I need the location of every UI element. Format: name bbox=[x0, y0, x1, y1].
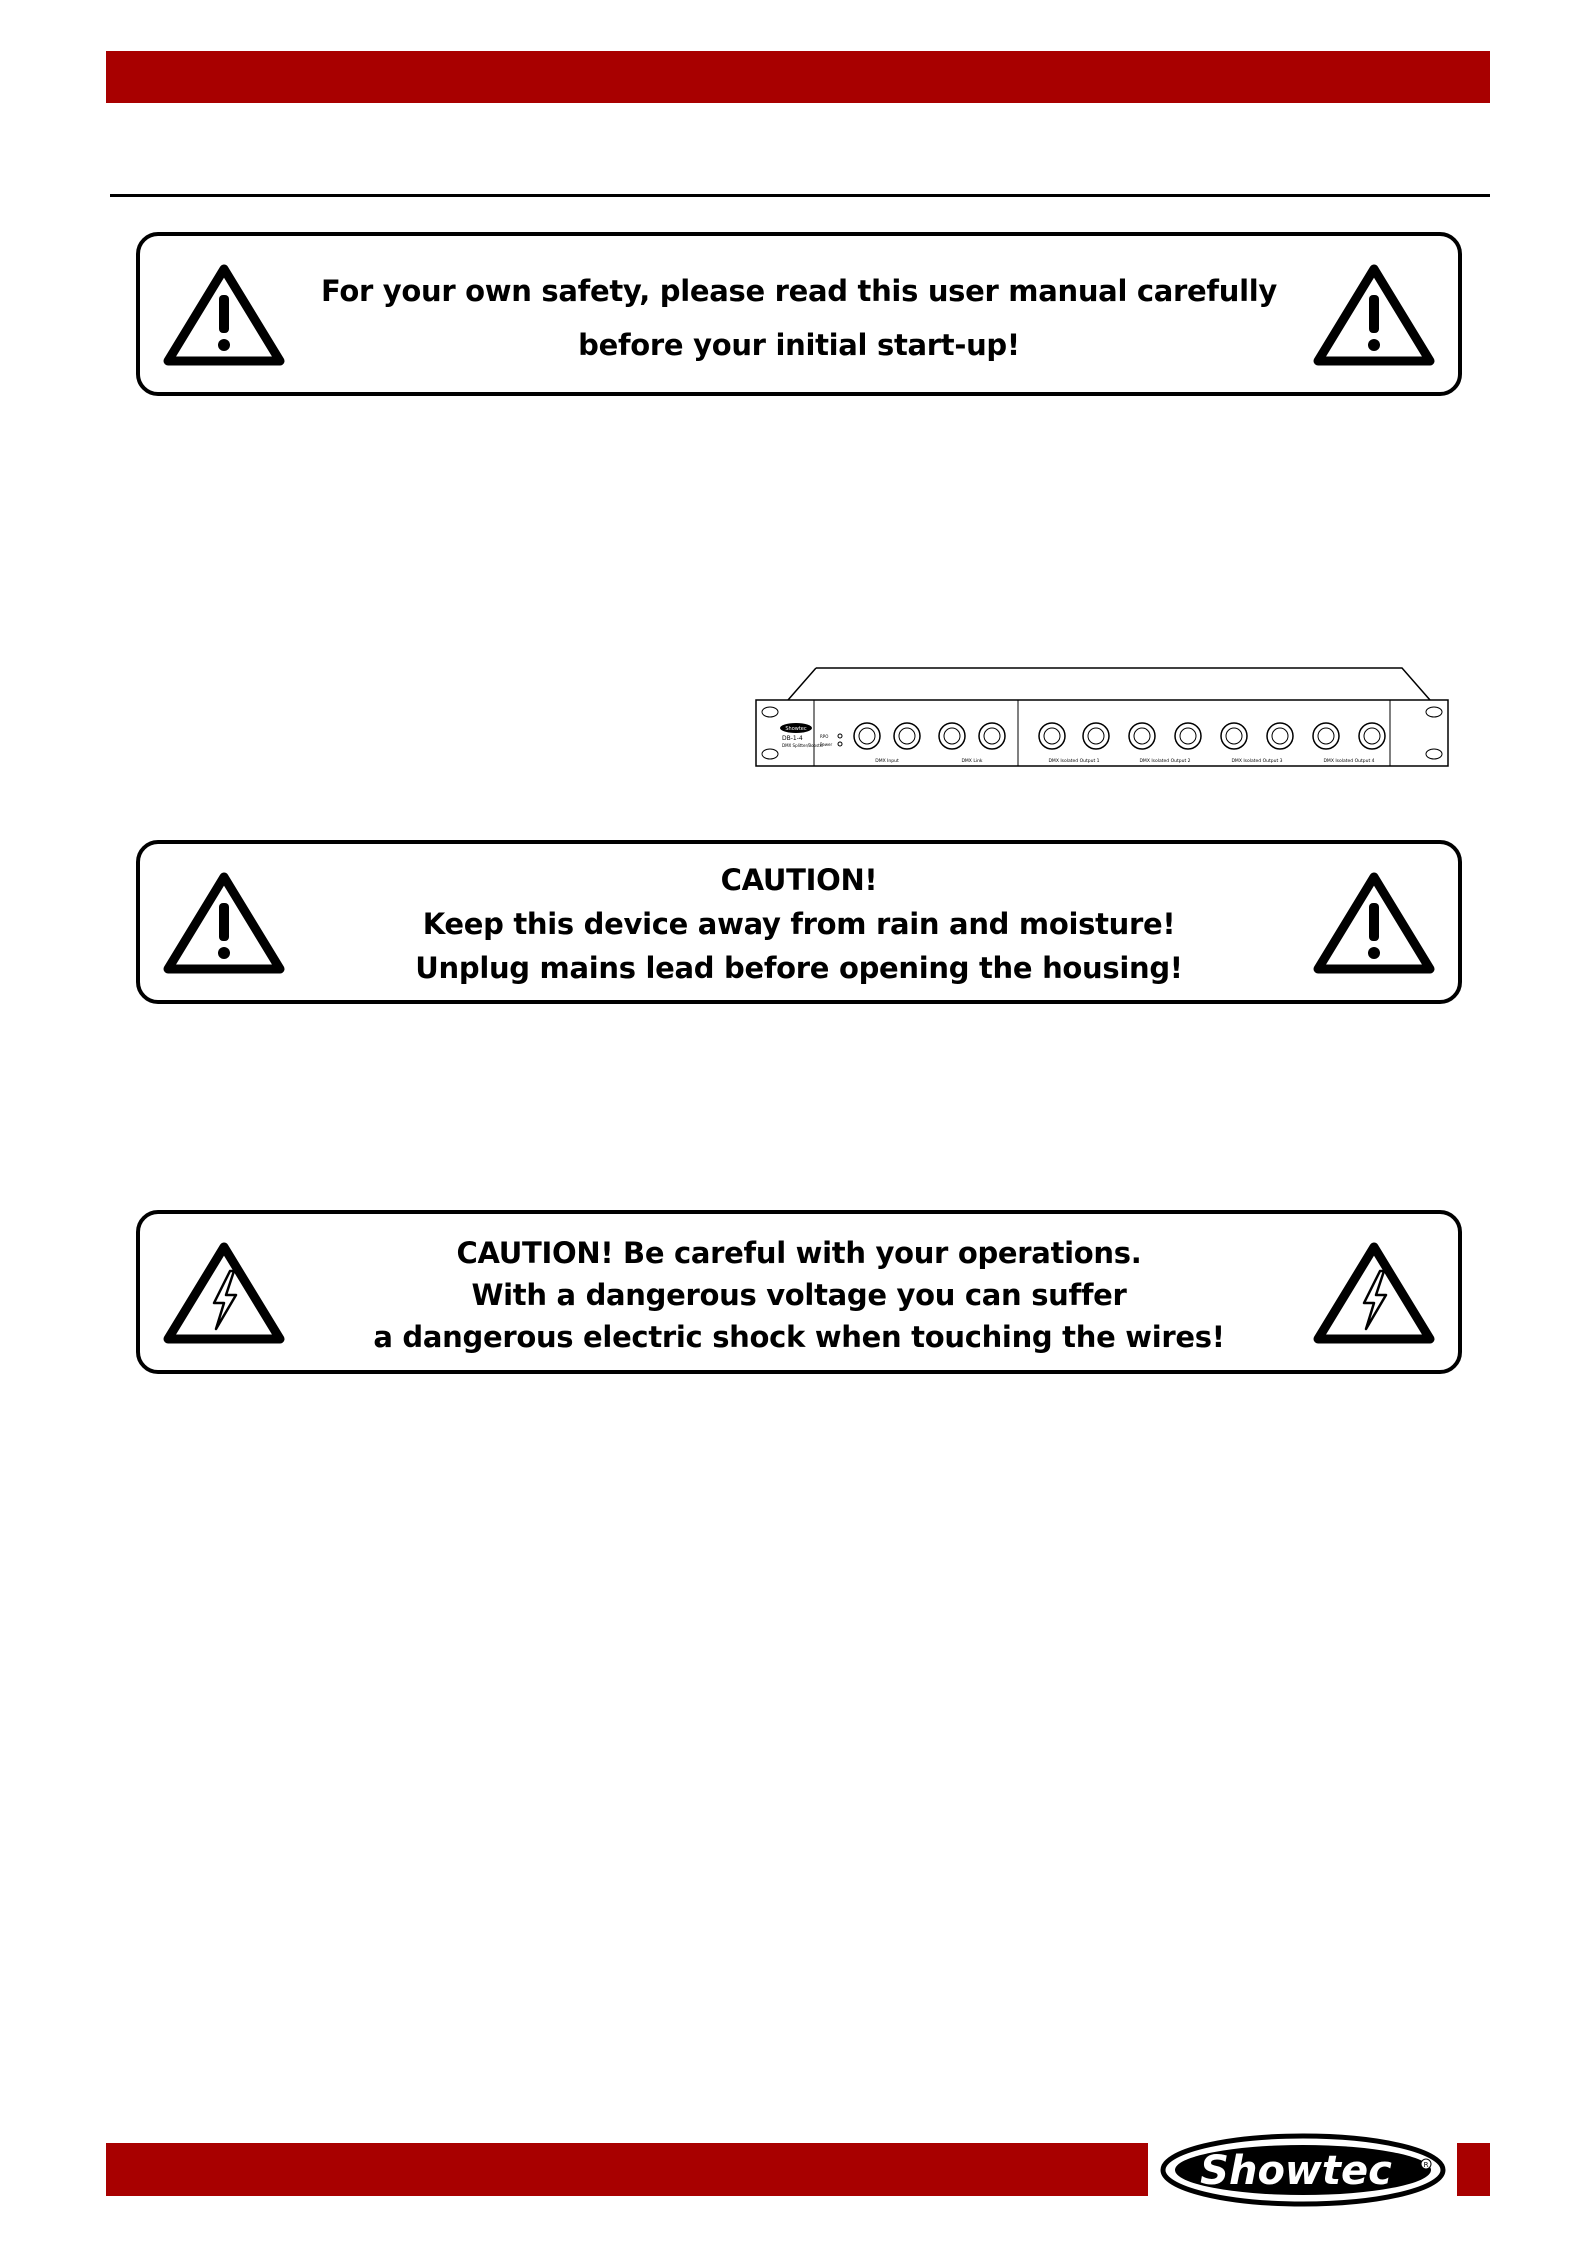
showtec-logo bbox=[1158, 2130, 1448, 2210]
exclamation-warning-icon bbox=[162, 871, 286, 975]
footer-bar-end bbox=[1457, 2143, 1490, 2196]
device-front-panel-illustration bbox=[752, 660, 1452, 770]
warning-box-moisture bbox=[136, 840, 1462, 1004]
section-label: DMX Isolated Output 3 bbox=[1231, 759, 1283, 764]
exclamation-warning-icon bbox=[1312, 871, 1436, 975]
logo-text: Showtec bbox=[1200, 2148, 1392, 2194]
exclamation-warning-icon bbox=[1312, 263, 1436, 367]
warning-line: For your own safety, please read this user manual carefully bbox=[321, 274, 1277, 308]
model-label: DB-1-4 bbox=[782, 735, 803, 742]
model-subtitle: DMX Splitter/Booster bbox=[782, 743, 824, 748]
brand-badge-text: Showtec bbox=[785, 726, 807, 732]
warning-line: a dangerous electric shock when touching the wires! bbox=[373, 1320, 1225, 1354]
section-label: DMX Isolated Output 2 bbox=[1139, 759, 1191, 764]
svg-text:R: R bbox=[1423, 2161, 1429, 2169]
high-voltage-warning-icon bbox=[1312, 1241, 1436, 1345]
indicator-label: Power bbox=[820, 742, 833, 747]
section-label: DMX Isolated Output 1 bbox=[1048, 759, 1100, 764]
warning-line: CAUTION! Be careful with your operations. bbox=[456, 1236, 1142, 1270]
indicator-label: RPO bbox=[820, 734, 829, 739]
section-label: DMX Input bbox=[875, 759, 899, 764]
header-bar bbox=[106, 51, 1490, 103]
exclamation-warning-icon bbox=[162, 263, 286, 367]
footer-bar bbox=[106, 2143, 1148, 2196]
warning-line: CAUTION! bbox=[720, 863, 878, 897]
warning-box-electric-shock bbox=[136, 1210, 1462, 1374]
warning-line: Unplug mains lead before opening the housing! bbox=[415, 951, 1183, 985]
header-rule bbox=[110, 194, 1490, 197]
warning-box-read-manual bbox=[136, 232, 1462, 396]
warning-line: With a dangerous voltage you can suffer bbox=[471, 1278, 1127, 1312]
high-voltage-warning-icon bbox=[162, 1241, 286, 1345]
warning-line: before your initial start-up! bbox=[578, 328, 1020, 362]
warning-line: Keep this device away from rain and moisture! bbox=[422, 907, 1176, 941]
section-label: DMX Isolated Output 4 bbox=[1323, 759, 1375, 764]
section-label: DMX Link bbox=[961, 759, 983, 764]
